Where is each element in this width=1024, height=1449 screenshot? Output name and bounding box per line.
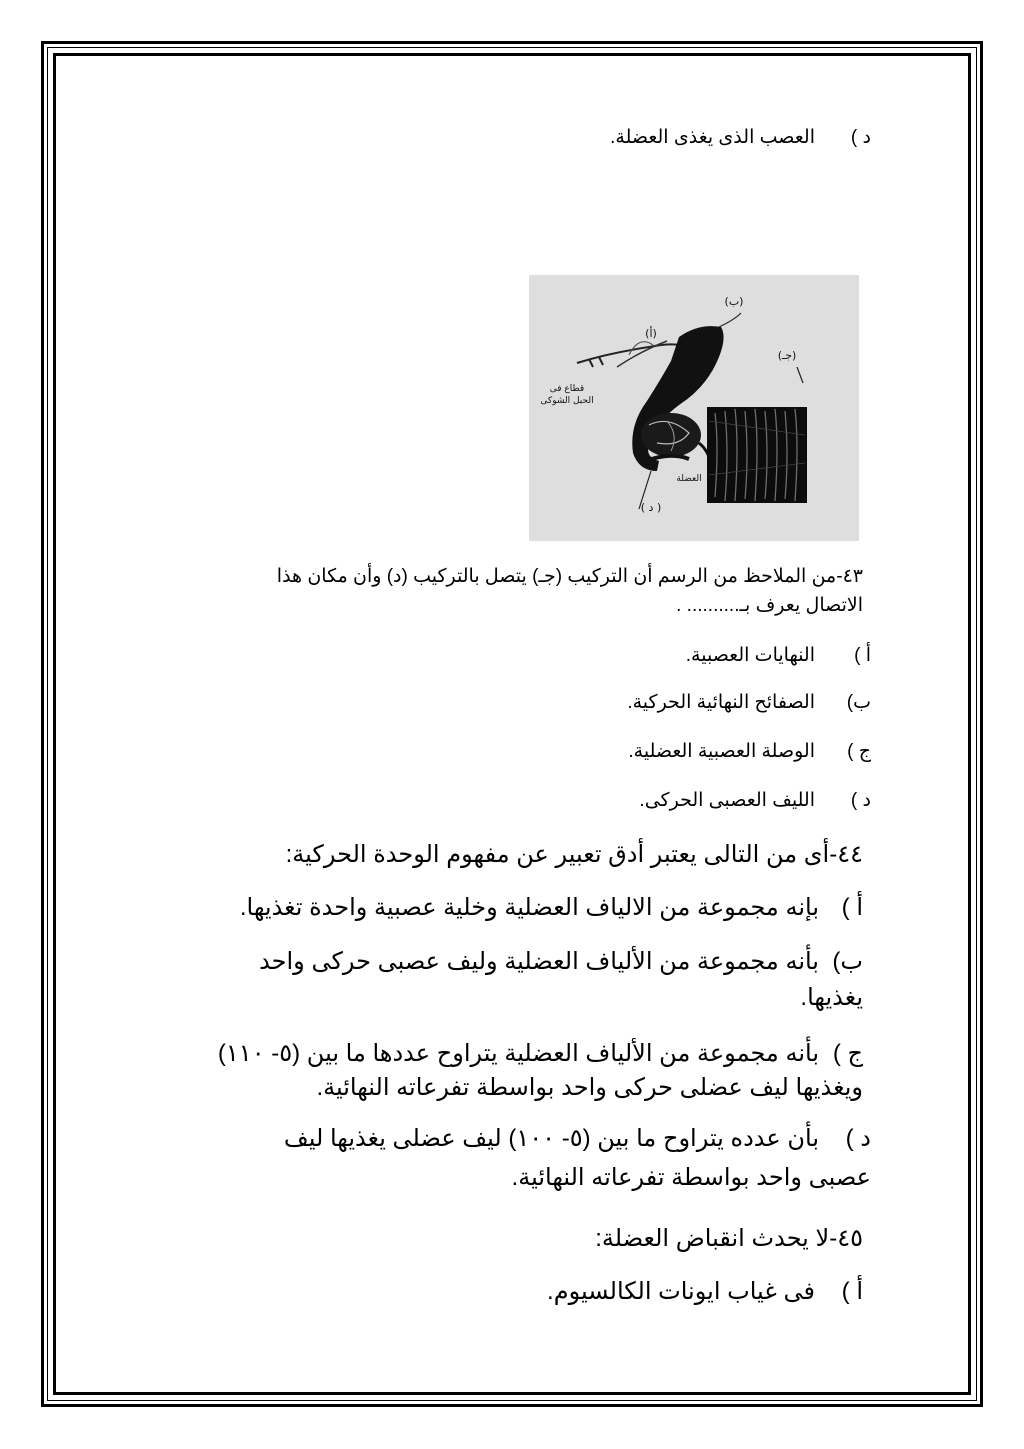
option-marker: أ ) — [854, 645, 871, 666]
option-text: بأن عدده يتراوح ما بين (٥- ١٠٠) ليف عضلى يغذيها ليف — [283, 1125, 819, 1152]
option-text: فى غياب ايونات الكالسيوم. — [547, 1278, 815, 1305]
q44-option-b-line2: يغذيها. — [800, 984, 863, 1011]
label-spinal-cord-line2: الحبل الشوكى — [540, 396, 594, 406]
option-text: الصفائح النهائية الحركية. — [627, 692, 815, 713]
option-text: بأنه مجموعة من الألياف العضلية يتراوح عددها ما بين (٥- ١١٠) — [217, 1040, 819, 1067]
q44-option-d-line2: عصبى واحد بواسطة تفرعاته النهائية. — [511, 1164, 871, 1191]
q44-stem: ٤٤-أى من التالى يعتبر أدق تعبير عن مفهوم الوحدة الحركية: — [285, 841, 863, 868]
option-marker: أ ) — [841, 1278, 863, 1305]
option-marker: ج ) — [847, 741, 871, 762]
option-marker: ب) — [832, 948, 863, 975]
q42-option-d — [610, 128, 871, 147]
q43-stem-line1: ٤٣-من الملاحظ من الرسم أن التركيب (جـ) يتصل بالتركيب (د) وأن مكان هذا — [276, 566, 863, 587]
q45-option-a — [547, 1280, 863, 1304]
q43-option-b — [627, 693, 871, 712]
muscle-nerve-figure — [529, 275, 859, 541]
label-a: (أ) — [645, 327, 657, 340]
option-text: العصب الذى يغذى العضلة. — [610, 127, 815, 148]
q44-option-c-line2: ويغذيها ليف عضلى حركى واحد بواسطة تفرعاته النهائية. — [316, 1074, 863, 1101]
option-text: الليف العصبى الحركى. — [639, 790, 815, 811]
label-d: ( د ) — [640, 501, 662, 514]
q43-option-a — [686, 646, 871, 665]
q44-option-b-line1 — [259, 950, 863, 974]
option-marker: ج ) — [832, 1040, 863, 1067]
q44-option-d-line1 — [284, 1127, 871, 1151]
q44-option-c-line1 — [218, 1042, 863, 1066]
q44-option-a — [240, 896, 863, 920]
q43-option-c — [628, 742, 871, 761]
q43-option-d — [639, 791, 871, 810]
label-b: (ب) — [724, 295, 744, 308]
option-marker: د ) — [845, 1125, 871, 1152]
option-marker: ب) — [846, 692, 871, 713]
q45-stem: ٤٥-لا يحدث انقباض العضلة: — [595, 1225, 863, 1252]
option-marker: أ ) — [841, 894, 863, 921]
q43-stem-line2: الاتصال يعرف بـ.......... . — [676, 595, 863, 616]
label-muscle: العضلة — [676, 474, 702, 484]
option-text: النهايات العصبية. — [685, 645, 815, 666]
option-text: الوصلة العصبية العضلية. — [628, 741, 815, 762]
page-border-inner — [53, 53, 971, 1395]
option-text: بإنه مجموعة من الالياف العضلية وخلية عصبية واحدة تغذيها. — [239, 894, 819, 921]
option-marker: د ) — [850, 790, 871, 811]
option-text: بأنه مجموعة من الألياف العضلية وليف عصبى حركى واحد — [259, 948, 819, 975]
option-marker: د ) — [850, 127, 871, 148]
figure-drawing — [529, 275, 859, 541]
label-spinal-cord-line1: قطاع فى — [549, 384, 585, 394]
label-c: (جـ) — [777, 349, 797, 362]
